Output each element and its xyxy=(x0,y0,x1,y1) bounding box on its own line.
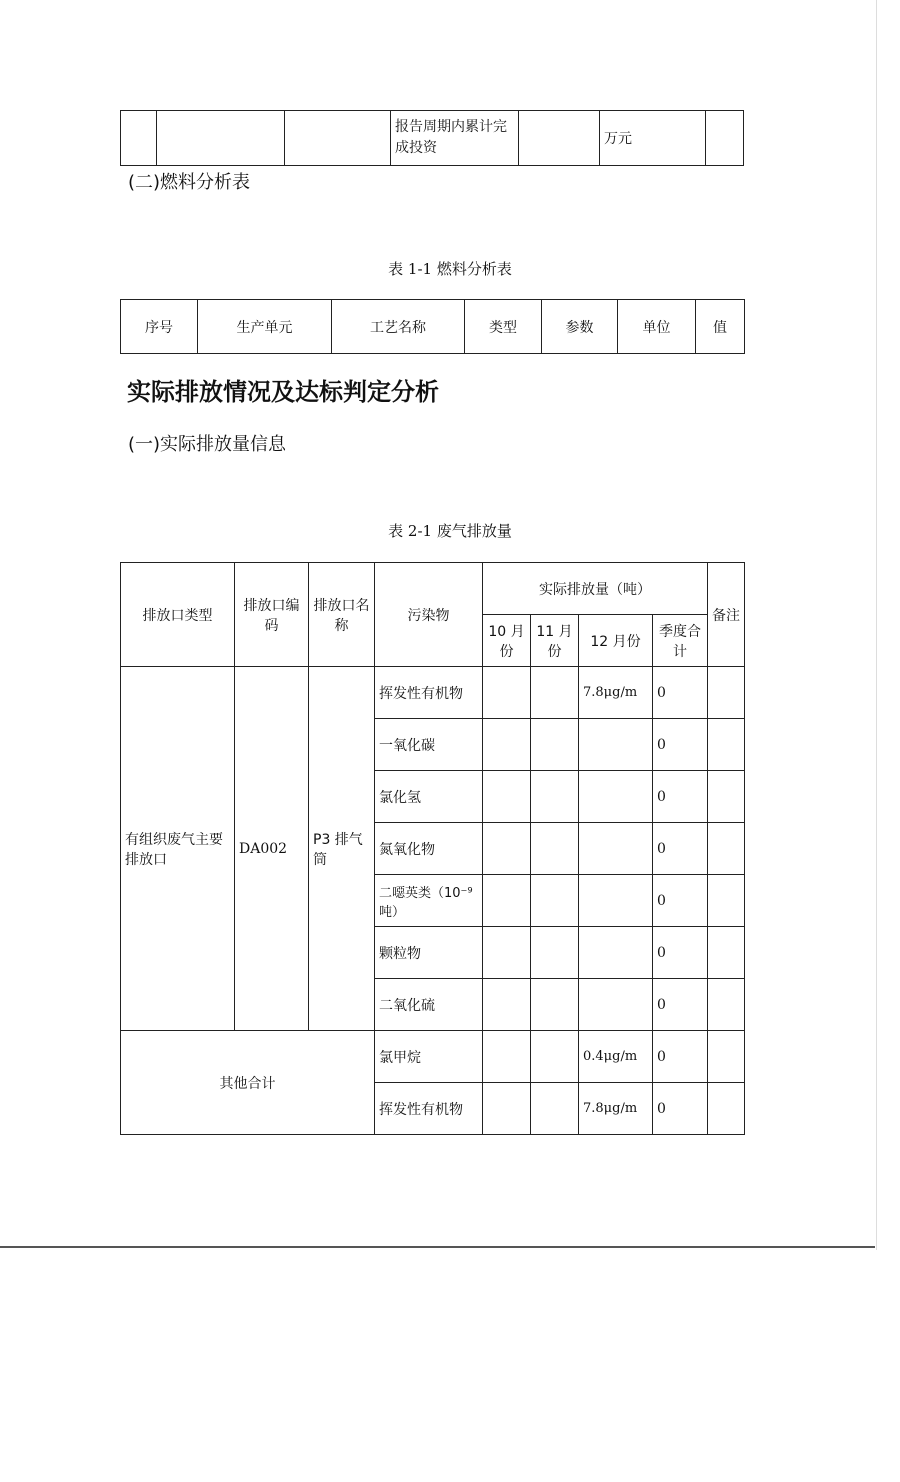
emission-table xyxy=(120,562,745,1135)
m11-cell xyxy=(531,875,579,927)
m10-cell xyxy=(483,1031,531,1083)
m12-cell xyxy=(579,979,653,1031)
scan-right-edge xyxy=(876,0,877,1250)
table-cell xyxy=(519,111,600,166)
m11-cell xyxy=(531,1083,579,1135)
column-header: 季度合计 xyxy=(653,615,708,667)
remark-cell xyxy=(708,1031,745,1083)
column-header: 类型 xyxy=(465,300,542,354)
unit-cell: 万元 xyxy=(600,111,706,166)
column-header: 单位 xyxy=(618,300,696,354)
remark-cell xyxy=(708,1083,745,1135)
m10-cell xyxy=(483,719,531,771)
m12-cell: 7.8μg/m xyxy=(579,667,653,719)
column-header: 序号 xyxy=(121,300,198,354)
outlet-type-cell: 有组织废气主要排放口 xyxy=(121,667,235,1031)
pollutant-cell: 二氧化硫 xyxy=(375,979,483,1031)
pollutant-cell: 氯甲烷 xyxy=(375,1031,483,1083)
m11-cell xyxy=(531,927,579,979)
column-header: 排放口类型 xyxy=(121,563,235,667)
remark-cell xyxy=(708,771,745,823)
m10-cell xyxy=(483,1083,531,1135)
m10-cell xyxy=(483,667,531,719)
table-cell xyxy=(285,111,391,166)
fuel-table-caption: 表 1-1 燃料分析表 xyxy=(388,260,512,278)
m12-cell xyxy=(579,927,653,979)
m10-cell xyxy=(483,875,531,927)
pollutant-cell: 二噁英类（10⁻⁹吨） xyxy=(375,875,483,927)
investment-label-cell: 报告周期内累计完成投资 xyxy=(391,111,519,166)
m12-cell xyxy=(579,875,653,927)
m12-cell: 7.8μg/m xyxy=(579,1083,653,1135)
investment-table-fragment xyxy=(120,110,744,166)
other-total-cell: 其他合计 xyxy=(121,1031,375,1135)
quarter-cell: 0 xyxy=(653,1031,708,1083)
quarter-cell: 0 xyxy=(653,771,708,823)
m10-cell xyxy=(483,823,531,875)
column-header: 实际排放量（吨） xyxy=(483,563,708,615)
column-header: 备注 xyxy=(708,563,745,667)
m12-cell xyxy=(579,719,653,771)
fuel-analysis-table xyxy=(120,299,745,354)
column-header: 12 月份 xyxy=(579,615,653,667)
quarter-cell: 0 xyxy=(653,667,708,719)
fuel-section-heading: (二)燃料分析表 xyxy=(128,172,251,193)
table-cell xyxy=(157,111,285,166)
quarter-cell: 0 xyxy=(653,875,708,927)
m10-cell xyxy=(483,927,531,979)
m11-cell xyxy=(531,979,579,1031)
column-header: 污染物 xyxy=(375,563,483,667)
section-subheading: (一)实际排放量信息 xyxy=(128,434,287,455)
column-header: 11 月份 xyxy=(531,615,579,667)
remark-cell xyxy=(708,823,745,875)
emission-table-caption: 表 2-1 废气排放量 xyxy=(388,522,512,540)
table-cell xyxy=(121,111,157,166)
m10-cell xyxy=(483,979,531,1031)
remark-cell xyxy=(708,927,745,979)
table-header-row xyxy=(121,300,745,354)
table-header-row xyxy=(121,563,745,615)
quarter-cell: 0 xyxy=(653,1083,708,1135)
column-header: 参数 xyxy=(542,300,618,354)
remark-cell xyxy=(708,719,745,771)
column-header: 排放口名称 xyxy=(309,563,375,667)
m12-cell: 0.4μg/m xyxy=(579,1031,653,1083)
outlet-name-cell: P3 排气筒 xyxy=(309,667,375,1031)
quarter-cell: 0 xyxy=(653,823,708,875)
column-header: 值 xyxy=(696,300,745,354)
outlet-code-cell: DA002 xyxy=(235,667,309,1031)
column-header: 排放口编码 xyxy=(235,563,309,667)
pollutant-cell: 挥发性有机物 xyxy=(375,667,483,719)
m11-cell xyxy=(531,719,579,771)
column-header: 工艺名称 xyxy=(332,300,465,354)
pollutant-cell: 氯化氢 xyxy=(375,771,483,823)
quarter-cell: 0 xyxy=(653,719,708,771)
table-row xyxy=(121,1031,745,1083)
m11-cell xyxy=(531,771,579,823)
pollutant-cell: 氮氧化物 xyxy=(375,823,483,875)
m11-cell xyxy=(531,823,579,875)
section-heading: 实际排放情况及达标判定分析 xyxy=(127,378,439,406)
remark-cell xyxy=(708,667,745,719)
quarter-cell: 0 xyxy=(653,927,708,979)
column-header: 10 月份 xyxy=(483,615,531,667)
table-row xyxy=(121,667,745,719)
pollutant-cell: 挥发性有机物 xyxy=(375,1083,483,1135)
quarter-cell: 0 xyxy=(653,979,708,1031)
remark-cell xyxy=(708,875,745,927)
m11-cell xyxy=(531,667,579,719)
column-header: 生产单元 xyxy=(198,300,332,354)
remark-cell xyxy=(708,979,745,1031)
scan-bottom-edge xyxy=(0,1246,875,1248)
m11-cell xyxy=(531,1031,579,1083)
m10-cell xyxy=(483,771,531,823)
table-cell xyxy=(706,111,744,166)
pollutant-cell: 颗粒物 xyxy=(375,927,483,979)
m12-cell xyxy=(579,771,653,823)
m12-cell xyxy=(579,823,653,875)
pollutant-cell: 一氧化碳 xyxy=(375,719,483,771)
table-row xyxy=(121,111,744,166)
